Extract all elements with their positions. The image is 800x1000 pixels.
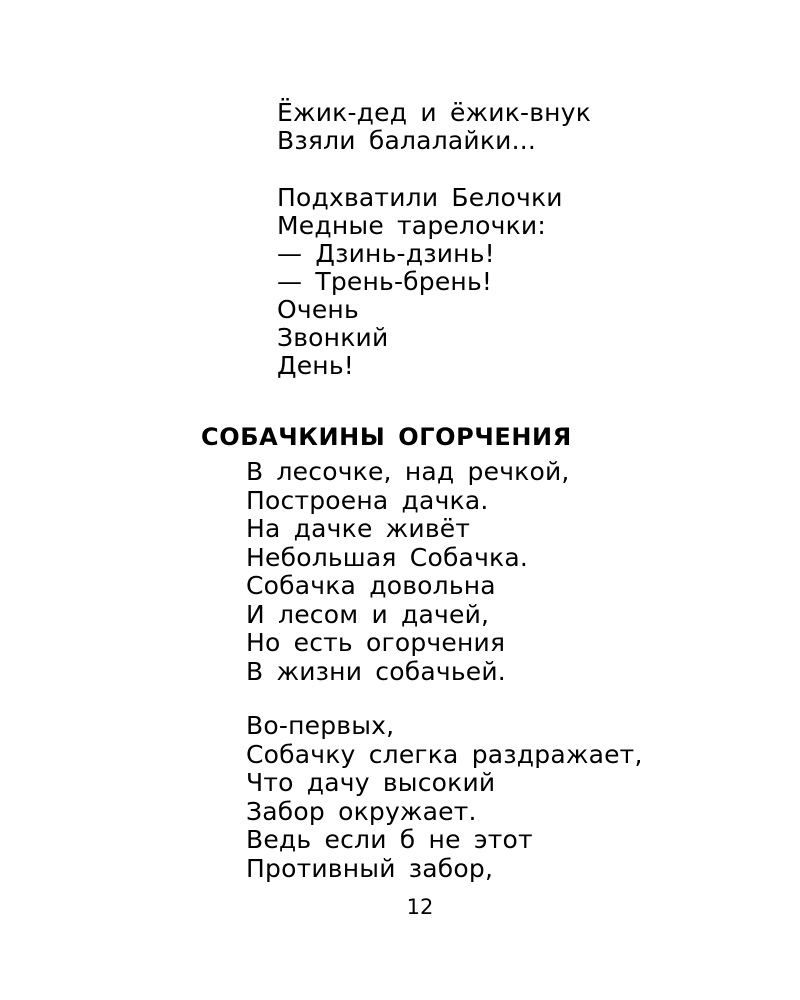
poem-line: Медные тарелочки:: [277, 211, 546, 240]
poem-line: Что дачу высокий: [246, 768, 496, 797]
poem-line: — Трень-брень!: [277, 267, 493, 296]
poem-line: Ёжик-дед и ёжик-внук: [277, 98, 592, 127]
poem-stanza-2: [246, 712, 643, 883]
poem-line: Противный забор,: [246, 853, 494, 883]
previous-poem-stanza-1: [277, 99, 591, 155]
page-number: 12: [406, 895, 434, 919]
poem-line: Собачка довольна: [246, 571, 496, 600]
poem-line: Но есть огорчения: [246, 628, 506, 657]
poem-stanza-1: [246, 458, 570, 686]
poem-line: День!: [277, 351, 355, 380]
poem-title: СОБАЧКИНЫ ОГОРЧЕНИЯ: [201, 423, 572, 451]
poem-line: Звонкий: [277, 323, 389, 352]
poem-line: Собачку слегка раздражает,: [246, 739, 643, 769]
poem-line: — Дзинь-дзинь!: [277, 239, 495, 268]
poem-line: Построена дачка.: [246, 485, 489, 515]
poem-line: Подхватили Белочки: [277, 183, 563, 212]
poem-line: Во-первых,: [246, 711, 395, 740]
poem-line: Небольшая Собачка.: [246, 542, 529, 572]
poem-line: Ведь если б не этот: [246, 825, 533, 854]
poem-line: Взяли балалайки...: [277, 126, 537, 155]
poem-line: На дачке живёт: [246, 514, 471, 543]
poem-line: Забор окружает.: [246, 796, 477, 826]
poem-line: И лесом и дачей,: [246, 599, 490, 629]
poem-line: В жизни собачьей.: [246, 656, 506, 686]
previous-poem-stanza-2: [277, 184, 563, 380]
poem-line: В лесочке, над речкой,: [246, 457, 570, 486]
poem-line: Очень: [277, 295, 359, 324]
